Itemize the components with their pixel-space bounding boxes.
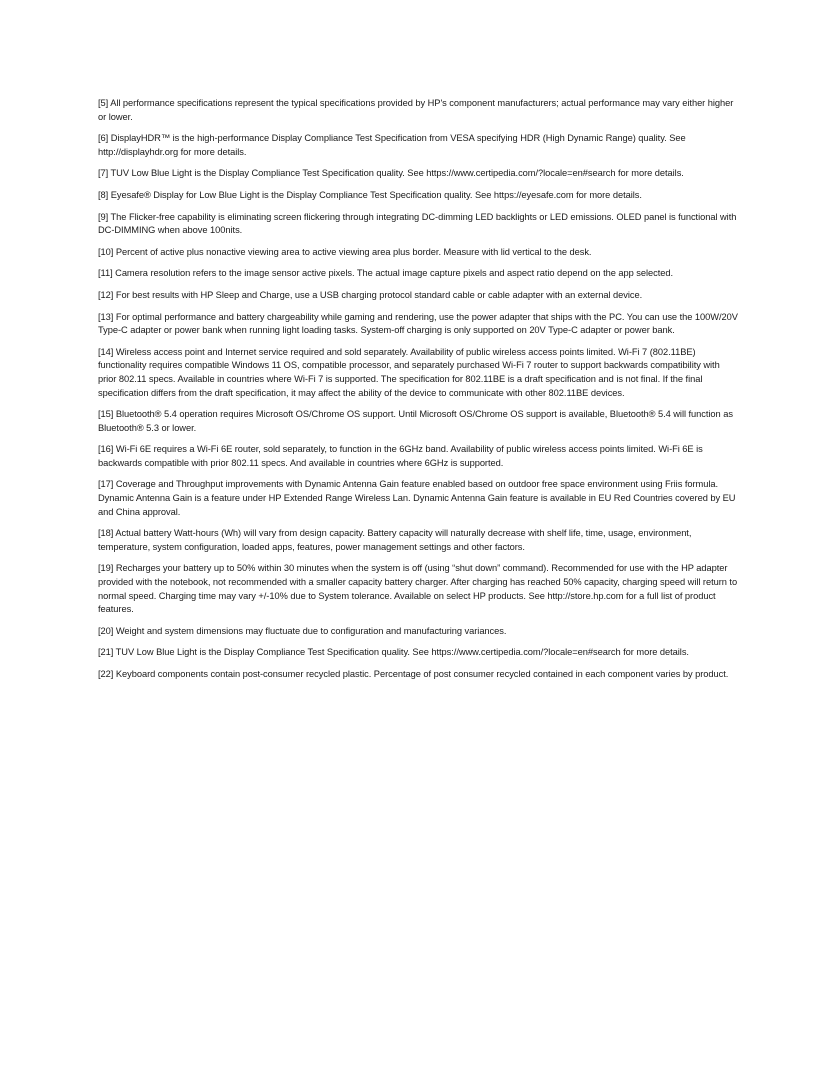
footnote-9: [9] The Flicker-free capability is eliminating screen flickering through integrating DC-dimming LED backlights or LED emissions. OLED panel is functional with DC-DIMMING when above 100nits. [98, 211, 737, 236]
footnote-11: [11] Camera resolution refers to the image sensor active pixels. The actual image capture pixels and aspect ratio depend on the app selected. [98, 268, 674, 279]
footnote-7: [7] TUV Low Blue Light is the Display Compliance Test Specification quality. See https://www.certipedia.com/?locale=en#search for more details. [98, 168, 684, 179]
footnote-13: [13] For optimal performance and battery chargeability while gaming and rendering, use the power adapter that ships with the PC. You can use the 100W/20V Type-C adapter or power bank when running light loading tasks. System-off charging is only supported on 20V Type-C adapter or power bank. [98, 311, 738, 336]
footnote-12: [12] For best results with HP Sleep and Charge, use a USB charging protocol standard cable or cable adapter with an external device. [98, 289, 643, 300]
footnote-16: [16] Wi-Fi 6E requires a Wi-Fi 6E router, sold separately, to function in the 6GHz band. Availability of public wireless access points limited. Wi-Fi 6E is backwards compatible with prior 802.11 specs. And available in countries where 6GHz is supported. [98, 444, 703, 468]
footnote-22: [22] Keyboard components contain post-consumer recycled plastic. Percentage of post consumer recycled contained in each component varies by product. [98, 669, 729, 679]
footnote-19: [19] Recharges your battery up to 50% within 30 minutes when the system is off (using “shut down” command). Recommended for use with the HP adapter provided with the notebook, not recommended with a smaller capacity battery charger. After charging has reached 50% capacity, charging speed will return to normal speed. Charging time may vary +/-10% due to System tolerance. Available on select HP products. See http://store.hp.com for a full list of product features. [98, 563, 738, 615]
footnote-5: [5] All performance specifications represent the typical specifications provided by HP's component manufacturers; actual performance may vary either higher or lower. [98, 98, 734, 122]
footnotes-page [98, 97, 740, 690]
footnote-6: [6] DisplayHDR™ is the high-performance Display Compliance Test Specification from VESA specifying HDR (High Dynamic Range) quality. See http://displayhdr.org for more details. [98, 133, 686, 157]
footnote-17: [17] Coverage and Throughput improvements with Dynamic Antenna Gain feature enabled based on outdoor free space environment using Friis formula. Dynamic Antenna Gain is a feature under HP Extended Range Wireless Lan. Dynamic Antenna Gain feature is available in EU Red Countries covered by EU and China approval. [98, 479, 736, 517]
footnote-21: [21] TUV Low Blue Light is the Display Compliance Test Specification quality. See https://www.certipedia.com/?locale=en#search for more details. [98, 647, 689, 658]
footnote-18: [18] Actual battery Watt-hours (Wh) will vary from design capacity. Battery capacity will naturally decrease with shelf life, time, usage, environment, temperature, system configuration, loaded apps, features, power management settings and other factors. [98, 528, 692, 552]
footnote-10: [10] Percent of active plus nonactive viewing area to active viewing area plus border. Measure with lid vertical to the desk. [98, 246, 592, 257]
footnote-8: [8] Eyesafe® Display for Low Blue Light is the Display Compliance Test Specification quality. See https://eyesafe.com for more details. [98, 189, 642, 200]
footnote-14: [14] Wireless access point and Internet service required and sold separately. Availability of public wireless access points limited. Wi-Fi 7 (802.11BE) functionality requires compatible Windows 11 OS, compatible processor, and separately purchased Wi-Fi 7 router to support backwards compatibility with prior 802.11 specs. Available in countries where Wi-Fi 7 is supported. The specification for 802.11BE is a draft specification and is not final. If the final specification differs from the draft specification, it may affect the ability of the device to communicate with other 802.11BE devices. [98, 346, 720, 398]
footnote-20: [20] Weight and system dimensions may fluctuate due to configuration and manufacturing variances. [98, 625, 507, 636]
footnote-15: [15] Bluetooth® 5.4 operation requires Microsoft OS/Chrome OS support. Until Microsoft OS/Chrome OS support is available, Bluetooth® 5.4 will function as Bluetooth® 5.3 or lower. [98, 409, 733, 433]
